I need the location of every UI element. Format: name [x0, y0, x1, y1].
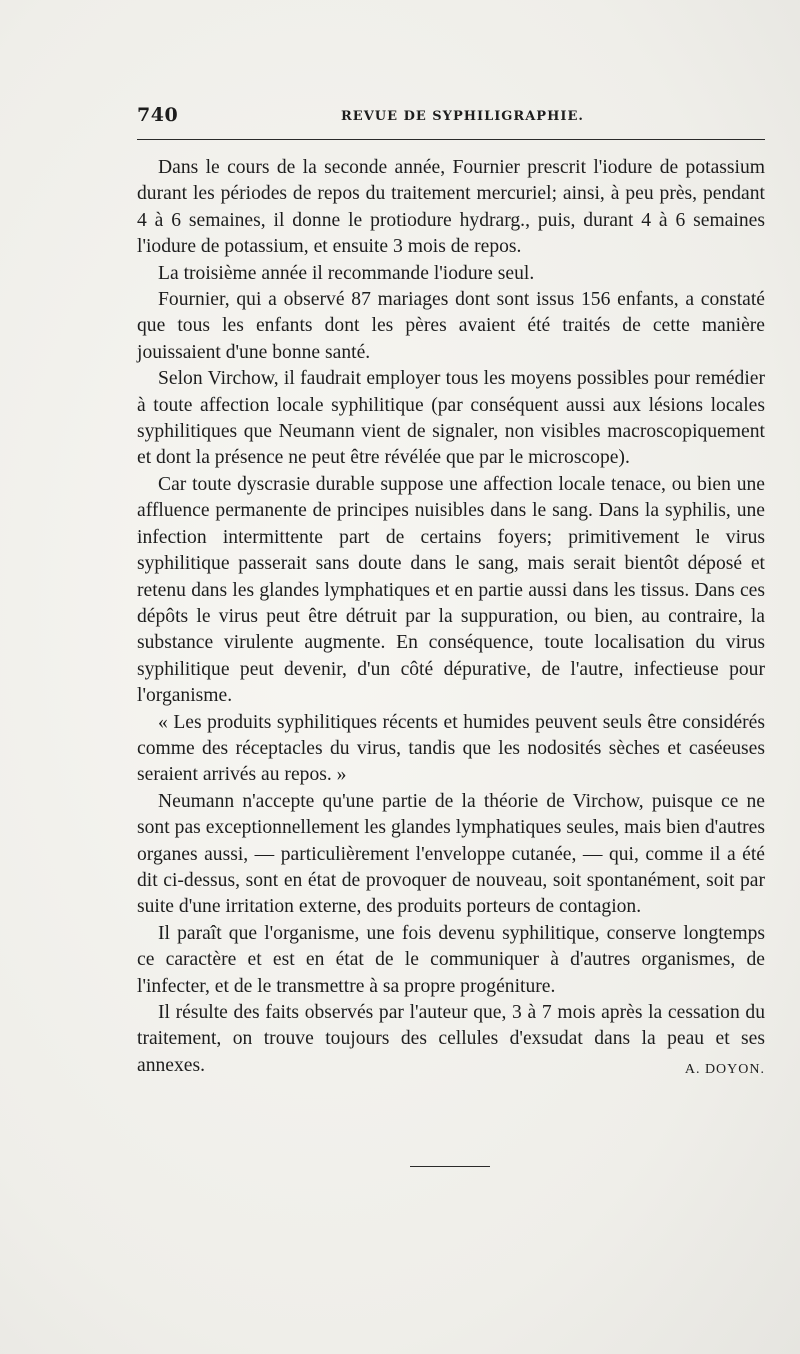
paragraph: La troisième année il recommande l'iodure seul. [158, 262, 535, 284]
header-rule [137, 139, 765, 140]
paragraph-last-text: Il résulte des faits observés par l'auteur que, 3 à 7 mois après la cessation du traitement, on trouve toujours des cellules d'exsudat dans la peau et ses annexes. [137, 1002, 765, 1076]
paragraph: Dans le cours de la seconde année, Fournier prescrit l'iodure de potassium durant les périodes de repos du traitement mercuriel; ainsi, à peu près, pendant 4 à 6 semaines, il donne le protiodure hydrarg., puis, durant 4 à 6 semaines l'iodure de potassium, et ensuite 3 mois de repos. [137, 157, 765, 258]
article-body [137, 155, 765, 1083]
author-signature: A. DOYON. [684, 1061, 765, 1077]
paragraph: Selon Virchow, il faudrait employer tous les moyens possibles pour remédier à toute affection locale syphilitique (par conséquent aussi aux lésions locales syphilitiques que Neumann vient de signaler, non visibles macroscopiquement et dont la présence ne peut être révélée que par le microscope). [137, 368, 765, 469]
running-title: REVUE DE SYPHILIGRAPHIE. [341, 109, 584, 124]
paragraph: Il paraît que l'organisme, une fois devenu syphilitique, conserve longtemps ce caractère et est en état de le communiquer à d'autres organismes, de l'infecter, et de le transmettre à sa propre progéniture. [137, 922, 765, 997]
paragraph-last [137, 1000, 765, 1079]
paragraph: Car toute dyscrasie durable suppose une affection locale tenace, ou bien une affluence permanente de principes nuisibles dans le sang. Dans la syphilis, une infection intermittente part de certains foyers; primitivement le virus syphilitique passerait sans doute dans le sang, mais serait bientôt déposé et retenu dans les glandes lymphatiques et en partie aussi dans les tissus. Dans ces dépôts le virus peut être détruit par la suppuration, ou bien, au contraire, la substance virulente augmente. En conséquence, toute localisation du virus syphilitique peut devenir, d'un côté dépurative, de l'autre, infectieuse pour l'organisme. [137, 473, 765, 707]
page-number: 740 [137, 104, 179, 126]
page-header [137, 104, 765, 132]
paragraph: Fournier, qui a observé 87 mariages dont sont issus 156 enfants, a constaté que tous les enfants dont les pères avaient été traités de cette manière jouissaient d'une bonne santé. [137, 289, 765, 363]
end-rule [410, 1166, 490, 1167]
paragraph: « Les produits syphilitiques récents et humides peuvent seuls être considérés comme des réceptacles du virus, tandis que les nodosités sèches et caséeuses seraient arrivés au repos. » [137, 711, 765, 786]
paragraph: Neumann n'accepte qu'une partie de la théorie de Virchow, puisque ce ne sont pas exceptionnellement les glandes lymphatiques seules, mais bien d'autres organes aussi, — particulièrement l'enveloppe cutanée, — qui, comme il a été dit ci-dessus, sont en état de provoquer de nouveau, soit spontanément, soit par suite d'une irritation externe, des produits porteurs de contagion. [137, 790, 765, 918]
